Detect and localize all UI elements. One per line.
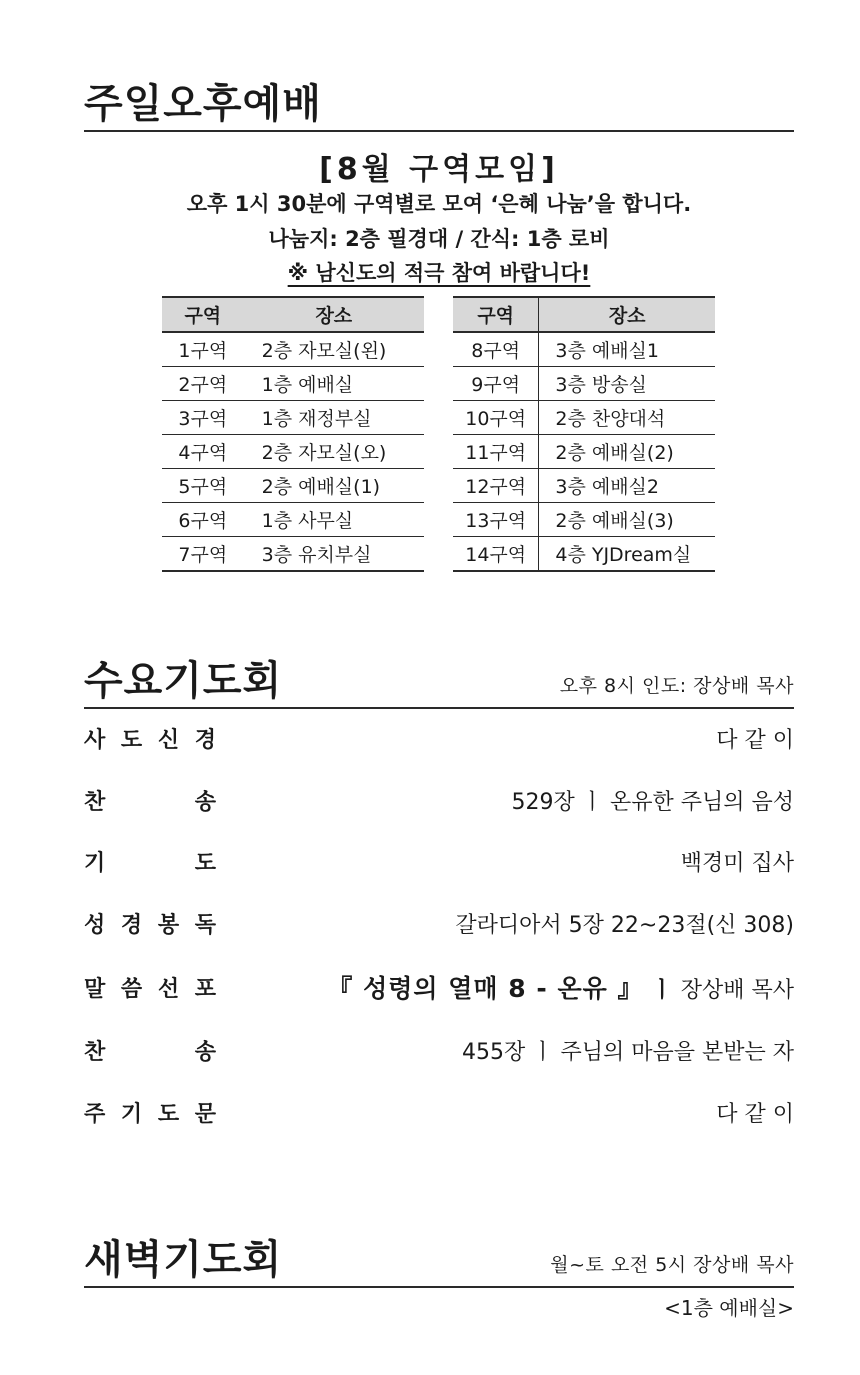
order-row-creed: [84, 721, 794, 755]
group-cell: 6구역: [162, 503, 244, 537]
label-char: 포: [194, 976, 216, 1002]
place-cell: 2층 자모실(왼): [244, 332, 424, 367]
sunday-section-header: [84, 78, 794, 132]
label-char: 신: [157, 727, 180, 753]
order-value: 다 같 이: [716, 1101, 794, 1127]
sunday-title: 주일오후예배: [84, 81, 322, 127]
label-char: 기: [84, 850, 106, 876]
group-cell: 13구역: [453, 503, 539, 537]
label-char: 찬: [84, 1039, 106, 1065]
order-label: [84, 1035, 216, 1066]
wednesday-meta: 오후 8시 인도: 장상배 목사: [559, 675, 794, 697]
place-cell: 1층 예배실: [244, 367, 424, 401]
order-label: [84, 785, 216, 816]
order-row-sermon: [84, 970, 794, 1004]
place-cell: 2층 예배실(3): [539, 503, 715, 537]
label-char: 선: [157, 976, 180, 1002]
place-cell: 3층 유치부실: [261, 544, 372, 566]
order-label: [84, 972, 216, 1003]
col-header-group: 구역: [162, 297, 244, 332]
group-cell: 9구역: [453, 367, 539, 401]
table-row: [453, 503, 715, 537]
group-cell: 1구역: [162, 332, 244, 367]
table-header-row: [162, 297, 424, 332]
order-row-scripture: [84, 906, 794, 940]
group-cell: 3구역: [162, 401, 244, 435]
dawn-title: 새벽기도회: [84, 1237, 283, 1283]
place-cell: 3층 방송실: [539, 367, 715, 401]
label-char: 문: [194, 1101, 216, 1127]
place-cell: 3층 예배실2: [539, 469, 715, 503]
label-char: 경: [120, 912, 143, 938]
dawn-location: <1층 예배실>: [664, 1296, 794, 1320]
group-cell: 12구역: [453, 469, 539, 503]
label-char: 주: [84, 1101, 106, 1127]
label-char: 송: [194, 1039, 216, 1065]
order-label: [84, 723, 216, 754]
table-row: [162, 435, 424, 469]
place-cell: 2층 예배실(2): [539, 435, 715, 469]
label-char: 경: [194, 727, 216, 753]
group-cell: 7구역: [178, 544, 228, 566]
sunday-info-line1: 오후 1시 30분에 구역별로 모여 ‘은혜 나눔’을 합니다.: [186, 192, 692, 216]
label-char: 성: [84, 912, 106, 938]
group-cell: 2구역: [162, 367, 244, 401]
preacher: 장상배 목사: [680, 978, 794, 1003]
order-row-hymn-2: [84, 1033, 794, 1067]
group-cell: 11구역: [453, 435, 539, 469]
col-header-group: 구역: [453, 297, 539, 332]
label-char: 송: [194, 789, 216, 815]
label-char: 독: [194, 912, 216, 938]
place-cell: 1층 재정부실: [244, 401, 424, 435]
order-row-prayer: [84, 844, 794, 878]
table-row: [162, 401, 424, 435]
group-table-left: [162, 296, 424, 572]
order-value: 455장 ㅣ 주님의 마음을 본받는 자: [462, 1039, 794, 1065]
order-label: [84, 846, 216, 877]
order-value: 다 같 이: [716, 727, 794, 753]
table-row: [162, 367, 424, 401]
sunday-info-line2: 나눔지: 2층 필경대 / 간식: 1층 로비: [268, 227, 610, 251]
table-row: [162, 537, 424, 572]
order-label: [84, 1097, 216, 1128]
table-row: [453, 469, 715, 503]
col-header-place: 장소: [539, 297, 715, 332]
place-cell: 2층 예배실(1): [244, 469, 424, 503]
group-cell: 14구역: [453, 537, 539, 572]
table-row: [453, 367, 715, 401]
place-cell: 3층 예배실1: [539, 332, 715, 367]
place-cell: 1층 사무실: [244, 503, 424, 537]
table-row: [453, 537, 715, 572]
separator: ㅣ: [651, 978, 673, 1003]
place-cell: 2층 자모실(오): [244, 435, 424, 469]
label-char: 말: [84, 976, 106, 1002]
dawn-section-header: [84, 1232, 794, 1288]
sermon-title: 『 성령의 열매 8 - 온유 』: [327, 974, 644, 1003]
table-row: [453, 401, 715, 435]
place-cell: 4층 YJDream실: [555, 544, 692, 566]
group-table-right: [453, 296, 715, 572]
label-char: 씀: [120, 976, 143, 1002]
order-row-hymn-1: [84, 783, 794, 817]
sunday-subtitle: [8월 구역모임]: [319, 152, 559, 187]
group-cell: 4구역: [162, 435, 244, 469]
sunday-notice: [84, 257, 794, 287]
order-value: [327, 969, 794, 1005]
wednesday-title: 수요기도회: [84, 658, 283, 704]
label-char: 도: [120, 727, 143, 753]
table-row: [162, 503, 424, 537]
label-char: 찬: [84, 789, 106, 815]
order-value: 백경미 집사: [680, 850, 794, 876]
group-cell: 5구역: [162, 469, 244, 503]
order-value: 갈라디아서 5장 22~23절(신 308): [455, 912, 794, 938]
label-char: 사: [84, 727, 106, 753]
place-cell: 2층 찬양대석: [539, 401, 715, 435]
label-char: 기: [120, 1101, 143, 1127]
table-row: [453, 332, 715, 367]
order-label: [84, 908, 216, 939]
table-row: [453, 435, 715, 469]
group-cell: 8구역: [453, 332, 539, 367]
group-cell: 10구역: [453, 401, 539, 435]
label-char: 도: [157, 1101, 180, 1127]
wednesday-section-header: [84, 655, 794, 709]
table-row: [162, 469, 424, 503]
order-row-lords-prayer: [84, 1095, 794, 1129]
table-header-row: [453, 297, 715, 332]
label-char: 봉: [157, 912, 180, 938]
notice-text: ※ 남신도의 적극 참여 바랍니다!: [287, 261, 591, 285]
dawn-meta: 월~토 오전 5시 장상배 목사: [550, 1254, 794, 1276]
label-char: 도: [194, 850, 216, 876]
table-row: [162, 332, 424, 367]
col-header-place: 장소: [244, 297, 424, 332]
order-value: 529장 ㅣ 온유한 주님의 음성: [511, 789, 794, 815]
